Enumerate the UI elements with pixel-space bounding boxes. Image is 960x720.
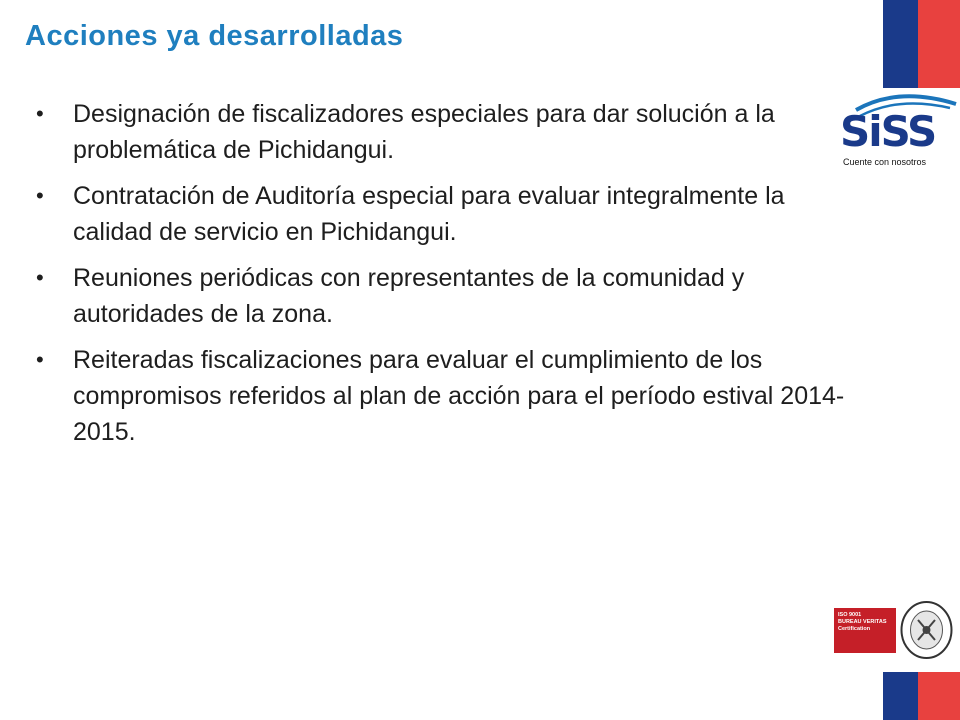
svg-text:SiSS: SiSS [840, 107, 936, 156]
bullet-dot-icon: • [36, 347, 44, 372]
bureau-veritas-badge [834, 608, 896, 653]
bv-badge-line1: ISO 9001 [838, 612, 862, 618]
chile-flag-bottom-decoration [883, 672, 960, 720]
bullet-item [32, 96, 862, 168]
siss-logo [838, 88, 960, 168]
bv-badge-line2: BUREAU VERITAS [838, 619, 887, 625]
chile-flag-top-decoration [883, 0, 960, 88]
siss-tagline: Cuente con nosotros [843, 157, 927, 167]
bullet-dot-icon: • [36, 265, 44, 290]
bullet-text: Reuniones periódicas con representantes de la comunidad y autoridades de la zona. [73, 264, 745, 328]
slide-title: Acciones ya desarrolladas [25, 20, 404, 52]
bullet-dot-icon: • [36, 101, 44, 126]
bullet-dot-icon: • [36, 183, 44, 208]
bullet-item [32, 178, 862, 250]
bullet-text: Reiteradas fiscalizaciones para evaluar el cumplimiento de los compromisos referidos al plan de acción para el período estival 2014-2015. [73, 346, 845, 446]
bullet-list [32, 96, 862, 460]
bv-badge-line3: Certification [838, 626, 871, 632]
bureau-veritas-seal-icon [899, 600, 954, 660]
bullet-text: Contratación de Auditoría especial para evaluar integralmente la calidad de servicio en Pichidangui. [73, 182, 785, 246]
bullet-item [32, 260, 862, 332]
bullet-text: Designación de fiscalizadores especiales para dar solución a la problemática de Pichidangui. [73, 100, 775, 164]
bullet-item [32, 342, 862, 450]
